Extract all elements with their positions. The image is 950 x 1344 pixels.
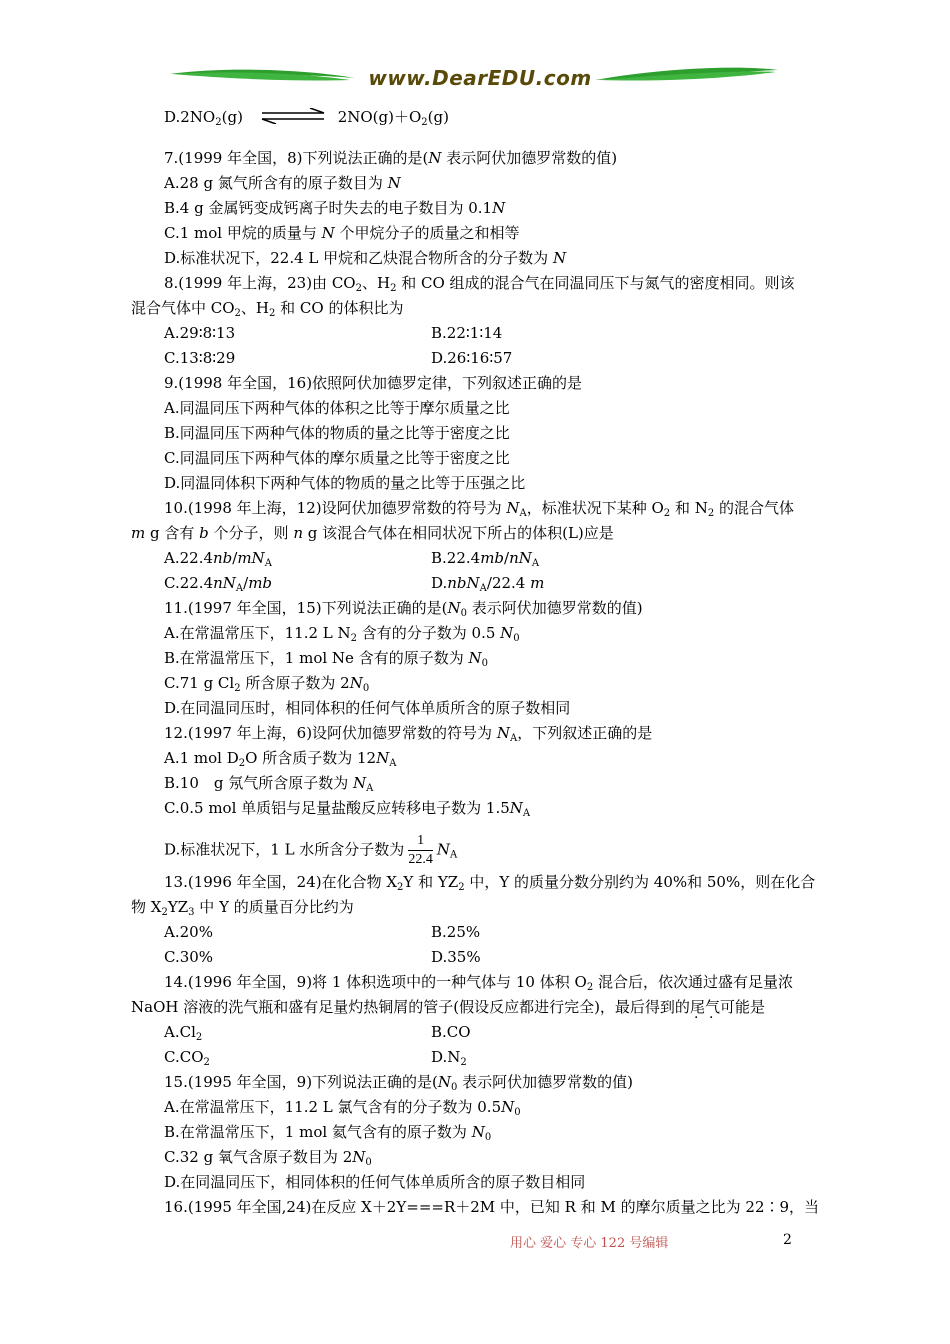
fraction: $\frac{1}{22.4}$: [408, 833, 433, 867]
text-line: $A.22.4nb/mN_A$: [164, 549, 272, 569]
text-line: C.32 g 氧气含原子数目为 $2N_0$: [164, 1148, 372, 1168]
text-line: A.在常温常压下，11.2 L $N_2$ 含有的分子数为 0.5 $N_0$: [164, 624, 520, 644]
text-line: $D.2NO_2(g)$ $2NO(g)+O_2(g)$: [164, 108, 449, 128]
text-line: NaOH 溶液的洗气瓶和盛有足量灼热铜屑的管子(假设反应都进行完全)，最后得到的尾气可能是: [131, 998, 765, 1016]
equilibrium-arrow-icon: [260, 108, 326, 129]
text-line: 物 $X_2YZ_3$ 中 Y 的质量百分比约为: [131, 898, 354, 918]
text-line: A.20%: [164, 923, 213, 941]
text-line: 12.(1997 年上海，6)设阿伏加德罗常数的符号为 $N_A$，下列叙述正确的是: [164, 724, 653, 744]
text-line: C.1 mol 甲烷的质量与 N 个甲烷分子的质量之和相等: [164, 224, 520, 242]
option-column-2: $D.N_2$: [431, 1048, 467, 1068]
text-line: $C.22.4nN_A/mb$: [164, 574, 273, 594]
option-column-2: B.25%: [431, 923, 481, 941]
text-line: 14.(1996 年全国，9)将 1 体积选项中的一种气体与 10 体积 $O_2$ 混合后，依次通过盛有足量浓: [164, 973, 793, 993]
text-line: C.同温同压下两种气体的摩尔质量之比等于密度之比: [164, 449, 510, 467]
text-line: $A.Cl_2$: [164, 1023, 203, 1043]
text-line: C.30%: [164, 948, 214, 966]
text-line: A.29∶8∶13: [164, 324, 236, 342]
text-line: A.1 mol $D_2O$ 所含质子数为 $12N_A$: [164, 749, 397, 769]
text-line: 13.(1996 年全国，24)在化合物 $X_2Y$ 和 $YZ_2$ 中，Y 的质量分数分别约为 40%和 50%，则在化合: [164, 873, 816, 893]
text-line: 7.(1999 年全国，8)下列说法正确的是(N 表示阿伏加德罗常数的值): [164, 149, 618, 167]
text-line: D.在同温同压下，相同体积的任何气体单质所含的原子数目相同: [164, 1173, 586, 1191]
text-line: 混合气体中 $CO_2$、$H_2$ 和 CO 的体积比为: [131, 299, 404, 319]
text-line: A.在常温常压下，11.2 L 氯气含有的分子数为 $0.5N_0$: [164, 1098, 521, 1118]
text-line: m g 含有 b 个分子，则 n g 该混合气体在相同状况下所占的体积(L)应是: [131, 524, 614, 542]
text-line: C.0.5 mol 单质铝与足量盐酸反应转移电子数为 $1.5N_A$: [164, 799, 531, 819]
text-line: A.同温同压下两种气体的体积之比等于摩尔质量之比: [164, 399, 510, 417]
text-line: D.标准状况下，1 L 水所含分子数为 $\frac{1}{22.4}$ $N_A$: [164, 833, 458, 867]
page-number: 2: [783, 1232, 792, 1248]
text-line: B.在常温常压下，1 mol Ne 含有的原子数为 $N_0$: [164, 649, 488, 669]
text-line: A.28 g 氮气所含有的原子数目为 N: [164, 174, 401, 192]
option-column-2: D.nbN$_A$/22.4 m: [431, 574, 545, 594]
text-line: C.71 g $Cl_2$ 所含原子数为 $2N_0$: [164, 674, 370, 694]
option-column-2: D.35%: [431, 948, 481, 966]
text-line: D.标准状况下，22.4 L 甲烷和乙炔混合物所含的分子数为 N: [164, 249, 567, 267]
text-line: B.在常温常压下，1 mol 氦气含有的原子数为 $N_0$: [164, 1123, 492, 1143]
text-line: 15.(1995 年全国，9)下列说法正确的是($N_0$ 表示阿伏加德罗常数的值): [164, 1073, 634, 1093]
text-line: D.同温同体积下两种气体的物质的量之比等于压强之比: [164, 474, 526, 492]
text-line: 9.(1998 年全国，16)依照阿伏加德罗定律，下列叙述正确的是: [164, 374, 583, 392]
text-line: C.13∶8∶29: [164, 349, 236, 367]
site-url: www.DearEDU.com: [368, 66, 592, 90]
text-line: B.10 g 氖气所含原子数为 $N_A$: [164, 774, 374, 794]
text-line: B.4 g 金属钙变成钙离子时失去的电子数目为 0.1N: [164, 199, 506, 217]
footer-note: 用心 爱心 专心 122 号编辑: [510, 1236, 669, 1251]
option-column-2: B.22∶1∶14: [431, 324, 503, 342]
option-column-2: B.CO: [431, 1023, 471, 1041]
text-line: D.在同温同压时，相同体积的任何气体单质所含的原子数相同: [164, 699, 571, 717]
text-line: 16.(1995 年全国,24)在反应 X＋2Y===R＋2M 中，已知 R 和 M 的摩尔质量之比为 22∶9，当: [164, 1198, 820, 1216]
text-line: 10.(1998 年上海，12)设阿伏加德罗常数的符号为 $N_A$，标准状况下某种 $O_2$ 和 $N_2$ 的混合气体: [164, 499, 794, 519]
text-line: 11.(1997 年全国，15)下列说法正确的是($N_0$ 表示阿伏加德罗常数的值): [164, 599, 643, 619]
option-column-2: D.26∶16∶57: [431, 349, 513, 367]
text-line: B.同温同压下两种气体的物质的量之比等于密度之比: [164, 424, 510, 442]
option-column-2: $B.22.4mb/nN_A$: [431, 549, 540, 569]
text-line: $C.CO_2$: [164, 1048, 210, 1068]
text-line: 8.(1999 年上海，23)由 $CO_2$、$H_2$ 和 CO 组成的混合气在同温同压下与氮气的密度相同。则该: [164, 274, 795, 294]
